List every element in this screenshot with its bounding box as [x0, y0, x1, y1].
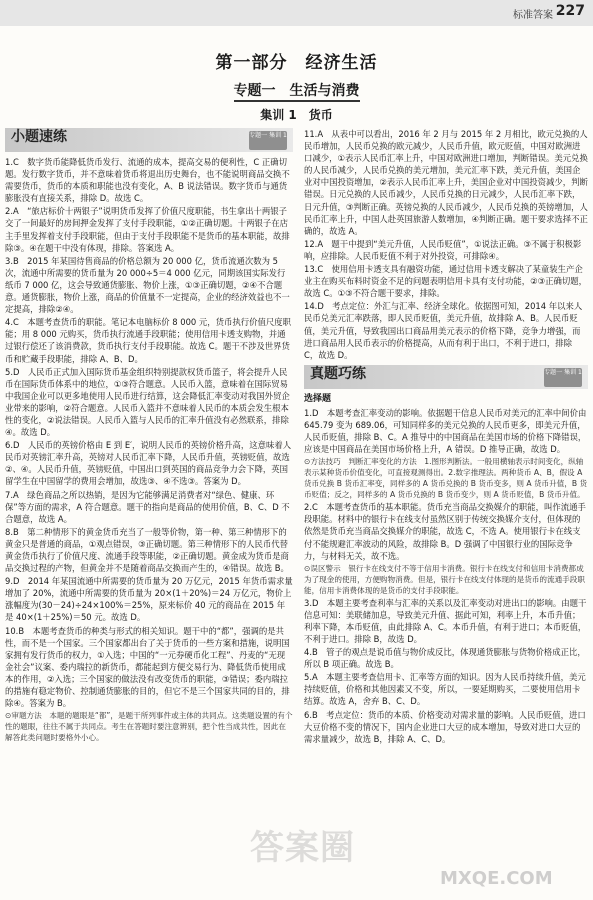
- answer-para: 5.D 人民币正式加入国际货币基金组织特别提款权货币篮子，将会提升人民币在国际货币体系中的地位，①③符合题意。人民币入篮，意味着在国际贸易中我国企业可以更多地使用人民币进行结算，这会降低汇率变动对我国外贸企业带来的影响，②符合题意。人民币入篮并不意味着人民币的本质会发生根本性的变化，②说法错误。人民币入篮与人民币的汇率升值没有必然联系，排除④。故选 D。: [5, 366, 290, 438]
- tip-box: ⊙审题方法 本题的题眼是“都”，是题干所列事件或主体的共同点。这类题设置的有个性的题眼，往往不属于共同点。考生在答题时要注意辨别，把个性当成共性，因此在解答此类问题时要格外小心。: [5, 711, 293, 743]
- answer-para: 6.D 人民币的英镑价格由 E 到 E′，说明人民币的英镑价格升高，这意味着人民币对英镑汇率升高，英镑对人民币汇率下降，人民币升值，英镑贬值，故选②、④。人民币升值，英镑贬值，中国出口到英国的商品竞争力会下降，英国留学生在中国留学的费用会增加，故选③、④不选③。答案为 D。: [5, 440, 292, 487]
- topic-title-text: 专题一 生活与消费: [234, 83, 360, 102]
- page-header: [0, 0, 593, 26]
- subheading: 选择题: [304, 393, 332, 404]
- part-title: 第一部分 经济生活: [215, 53, 378, 73]
- answer-para: 5.A 本题主要考查信用卡、汇率等方面的知识。因为人民币持续升值，美元持续贬值，价格和其他因素又不变，所以，一要延期购买，二要使用信用卡结算。故选 A，舍弃 B、C、D。: [304, 672, 586, 707]
- answer-para: 3.D 本题主要考查利率与汇率的关系以及汇率变动对进出口的影响。由题干信息可知：美联储加息，导致美元升值、据此可知，利率上升，本币升值；利率下降，本币贬值，由此排除 A、C。本币升值，有利于进口；本币贬值，不利于进口。排除 B，故选 D。: [304, 597, 587, 644]
- page-number: 227: [555, 3, 585, 19]
- left-column: [5, 128, 293, 744]
- answer-para: 1.C 数字货币能降低货币发行、流通的成本，提高交易的便利性，C 正确切题。发行数字货币，并不意味着货币将退出历史舞台，也不能说明商品交换不需要货币，货币的本质和职能也没有变化，A、B 说法错误。数字货币与通货膨胀没有直接关系，排除 D。故选 C。: [5, 157, 290, 204]
- section-title: 真题巧练: [310, 365, 366, 382]
- answer-para: 11.A 从表中可以看出，2016 年 2 月与 2015 年 2 月相比，欧元兑换的人民币增加，人民币兑换的欧元减少，人民币升值，欧元贬值，中国对欧洲进口减少，①表示人民币汇率上升，中国对欧洲进口增加，判断错误。美元兑换的人民币减少，人民币兑换的美元增加，美元汇率下跌，美元升值，美国企业对中国投资增加，②表示人民币汇率上升，美国企业对中国投资减少，判断错误。日元兑换的人民币减少，人民币兑换的日元减少，人民币汇率下跌，日元升值，③判断正确。英镑兑换的人民币减少，人民币兑换的英镑增加，人民币汇率上升，中国人赴英国旅游人数增加，④判断正确。题干要求选择不正确的，故选 A。: [304, 129, 588, 236]
- answer-para: 14.D 考点定位：外汇与汇率、经济全球化。依据图可知，2014 年以来人民币兑美元汇率跌落，即人民币贬值，美元升值，故排除 A、B。人民币贬值，美元升值，导致我国出口商品用美元表示的价格下降，竞争力增强，而进口商品用人民币表示的价格提高，从而有利于出口，不利于进口，排除 C，故选 D。: [304, 301, 583, 360]
- section-badge: 专题一 集训 1: [249, 131, 287, 150]
- topic-title: [0, 80, 593, 100]
- section-band-quick: [5, 128, 293, 152]
- section-badge: 专题一 集训 1: [544, 368, 582, 387]
- tip-box: ⊙方法技巧 判断汇率变化的方法 1.图形判断法。一般用横轴表示时间变化，纵轴表示某种货币价值变化，可直接观测得出。2.数字推理法。两种货币 A、B，假设 A 货币兑换 B 货币汇率变，同样多的 A 货币兑换的 B 货币变多，则 A 货币升值，B 货币贬值；反之，同样多的 A 货币兑换的 B 货币变少，则 A 货币贬值，B 货币升值。: [304, 457, 588, 500]
- answer-para: 2.C 本题考查货币的基本职能。货币充当商品交换媒介的职能，叫作流通手段职能。材料中的银行卡在线支付虽然区别于传统交换媒介支付，但体现的依然是货币充当商品交换媒介的职能，故选 C，不选 A。使用银行卡在线支付不能规避汇率波动的风险，故排除 B。D 强调了中国银行业的国际竞争力，与材料无关，故不选。: [304, 502, 586, 561]
- right-column: [304, 128, 588, 746]
- answer-para: 9.D 2014 年某国流通中所需要的货币量为 20 万亿元，2015 年货币需求量增加了 20%，流通中所需要的货币量为 20×(1＋20%)＝24 万亿元，物价上涨幅度为(30－24)÷24×100%＝25%，原来标价 40 元的商品在 2015 年是 40×(1＋25%)＝50 元。故选 D。: [5, 576, 293, 623]
- answer-para: 10.B 本题考查货币的种类与形式的相关知识。题干中的“都”，强调的是共性，而不是一个国家。三个国家都出台了关于货币的一些方案和措施，说明国家拥有发行货币的权力，①入选；中国的“一元券硬币化工程”、丹麦的“无现金社会”议案、委内瑞拉的新货币，都能起到方便交易行为、降低货币使用成本的作用，②入选；三个国家的做法没有改变货币的职能，③错误；委内瑞拉的措施有稳定物价、控制通货膨胀的目的，但它不是三个国家共同的目的，排除④。答案为 B。: [5, 625, 290, 709]
- answer-para: 3.B 2015 年某国待售商品的价格总额为 20 000 亿，货币流通次数为 5 次，流通中所需要的货币量为 20 000÷5＝4 000 亿元，同期该国实际发行纸币 7 000 亿，这会导致通货膨胀、物价上涨，①③正确切题，②④不合题意。通货膨胀，物价上涨，商品的价值量不一定提高，企业的经济效益也不一定提高，排除②④。: [5, 255, 290, 315]
- answer-para: 12.A 题干中提到“美元升值，人民币贬值”，①说法正确。③不属于积极影响，应排除。人民币贬值不利于对外投资，可排除④。: [304, 238, 582, 261]
- watermark-logo: 答案圈: [250, 828, 355, 868]
- answer-para: 7.A 绿色商品之所以热销，是因为它能够满足消费者对“绿色、健康、环保”等方面的需求，A 符合题意。题干的指向是商品的使用价值，B、C、D 不合题意，故选 A。: [5, 489, 290, 524]
- answer-para: 6.B 考点定位：货币的本质、价格变动对需求量的影响。人民币贬值，进口大豆价格不变的情况下，国内企业进口大豆的成本增加，导致对进口大豆的需求量减少，故选 B，排除 A、C、D。: [304, 709, 586, 744]
- section-title: 小题速练: [11, 129, 67, 145]
- section-band-real: [304, 365, 588, 389]
- answer-para: 8.B 第二种情形下的黄金货币充当了一般等价物，第一种、第三种情形下的黄金只是普通的商品，①观点错误，③正确切题。第三种情形下的人民币代替黄金货币执行了价值尺度、流通手段等职能，②正确切题。黄金成为货币是商品交换过程的产物，但黄金并不是随着商品交换而产生的，④错误。故选 B。: [5, 526, 289, 574]
- answer-para: 2.A “旅店标价十两银子”说明货币发挥了价值尺度职能，书生拿出十两银子交了一间最好的房间押金发挥了支付手段职能，①②正确切题。十两银子在店主手里发挥着支付手段职能，但由于支付手段职能不是货币的基本职能，故排除③。④在题干中没有体现，排除。答案选 A。: [5, 206, 290, 253]
- answer-para: 1.D 本题考查汇率变动的影响。依据题干信息人民币对美元的汇率中间价由 645.79 变为 689.06，可知同样多的美元兑换的人民币更多，即美元升值，人民币贬值，排除 B、C。A 推导中的中国商品在美国市场的价格下降错误，应该是中国商品在美国市场价格上升，A 错误。D 推导正确，故选 D。: [304, 407, 587, 455]
- answer-para: 4.C 本题考查货币的职能。笔记本电脑标价 8 000 元，货币执行价值尺度职能；用 8 000 元购买，货币执行流通手段职能；使用信用卡透支购物，并通过银行偿还了该消费款，货币执行支付手段职能。故选 C。题干不涉及世界货币和贮藏手段职能，排除 A、B、D。: [5, 317, 292, 364]
- answer-para: 13.C 使用信用卡透支具有融资功能，通过信用卡透支解决了某童装生产企业主在购买布料时资金不足的问题表明信用卡具有支付功能，②③正确切题，故选 C。①③不符合题干要求，排除。: [304, 264, 588, 299]
- watermark-url: MXQE.COM: [440, 868, 553, 889]
- tip-box: ⊙误区警示 银行卡在线支付不等于信用卡消费。银行卡在线支付和信用卡消费都成为了现金的使用，方便购物消费。但是，银行卡在线支付体现的是货币的流通手段职能，信用卡消费体现的是货币的支付手段职能。: [304, 563, 585, 595]
- answer-para: 4.B 管子的观点是说币值与物价成反比，体现通货膨胀与货物价格成正比，所以 B 项正确。故选 B。: [304, 647, 586, 670]
- set-title: 集训 1 货币: [260, 108, 333, 122]
- header-label: 标准答案: [513, 10, 553, 21]
